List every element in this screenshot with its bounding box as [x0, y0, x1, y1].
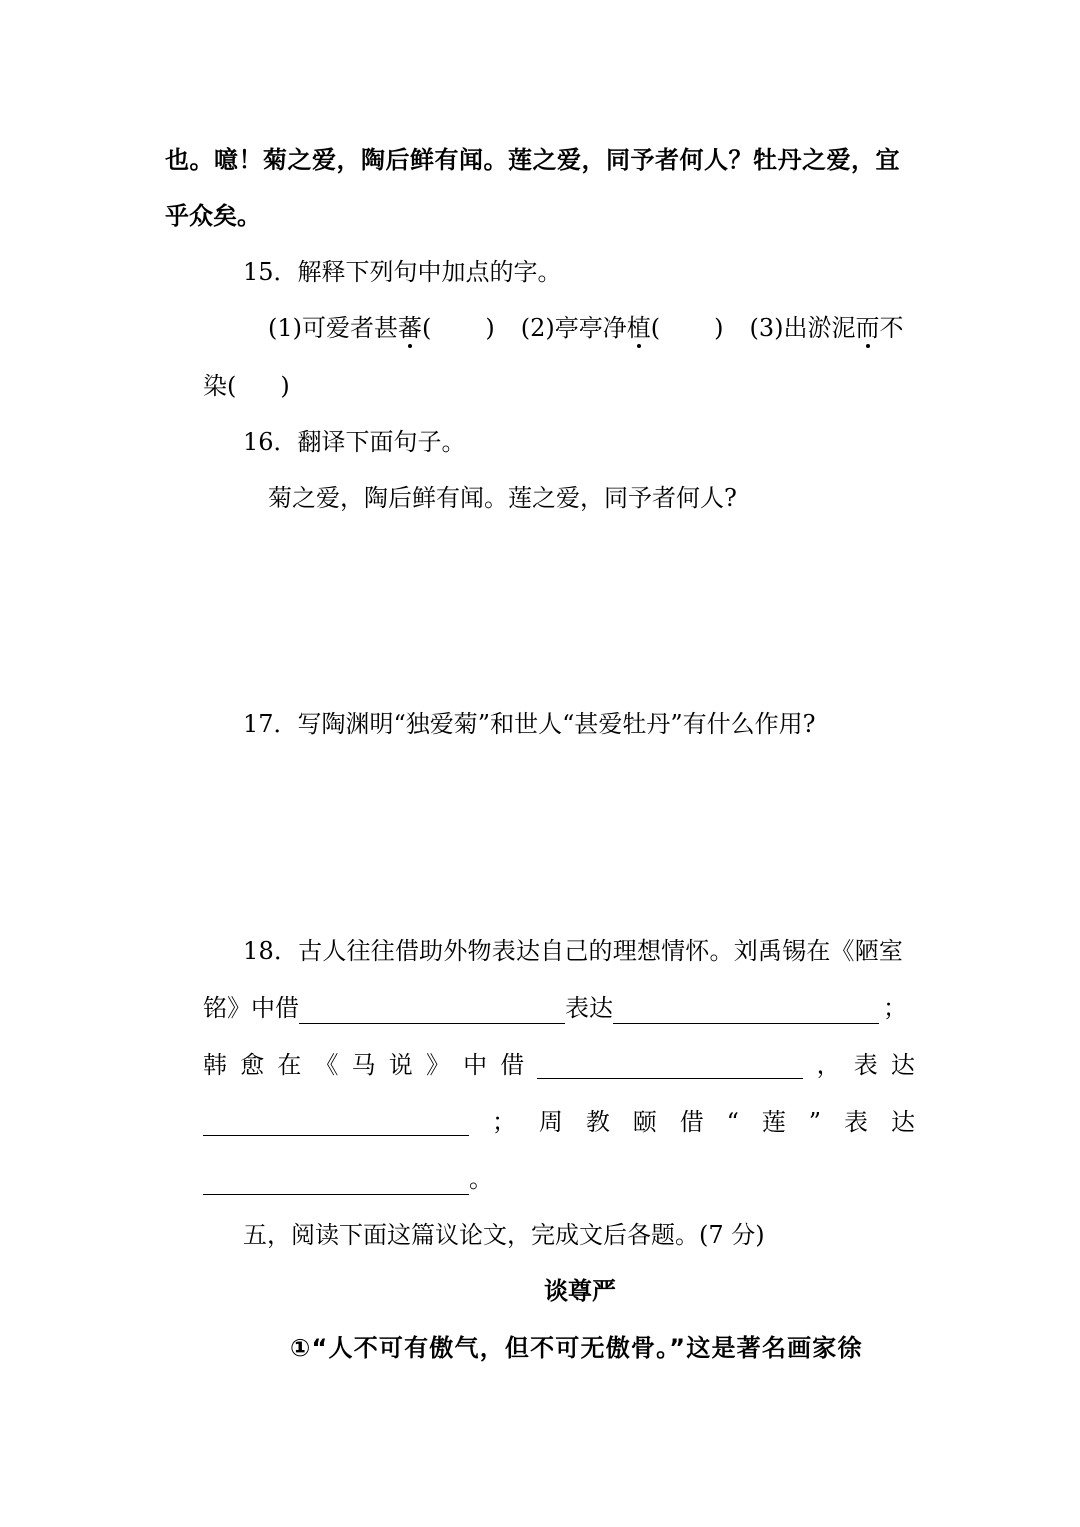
q17-stem-text: 17．写陶渊明“独爱菊”和世人“甚爱牡丹”有什么作用?: [243, 710, 816, 738]
q15-item1-prefix: (1)可爱者甚: [268, 314, 398, 342]
q15-item2-dotted-char: 植: [626, 314, 651, 342]
passage-line-1: [165, 144, 915, 176]
q15-item3-suffix: 不: [879, 314, 904, 342]
q18-l3-comma: ，: [816, 1051, 841, 1079]
q16-sentence-text: 菊之爱，陶后鲜有闻。莲之爱，同予者何人?: [268, 484, 737, 512]
q18-line5-end: 。: [469, 1165, 493, 1193]
question-15-items: [268, 312, 904, 344]
q18-blank-2[interactable]: [613, 997, 879, 1024]
q16-answer-area[interactable]: [203, 530, 915, 690]
essay-paragraph-1: [290, 1332, 915, 1364]
q18-blank-3[interactable]: [537, 1052, 803, 1079]
q15-item2-paren-open: (: [650, 314, 661, 342]
q18-blank-1[interactable]: [299, 997, 565, 1024]
q18-line2-b: 表达: [565, 994, 613, 1022]
question-18-line-1: [243, 935, 915, 967]
essay-title: [0, 1275, 1080, 1307]
q18-l4-c7: ”: [808, 1108, 822, 1136]
question-16-stem: [243, 426, 466, 458]
passage-text-2: 乎众矣。: [165, 202, 261, 230]
q18-l3-t1: 达: [890, 1051, 915, 1079]
q16-stem-text: 16．翻译下面句子。: [243, 428, 466, 456]
q18-l4-c0: ；: [491, 1108, 516, 1136]
q18-blank-5[interactable]: [203, 1168, 469, 1195]
q15-item1-paren-close: ): [485, 314, 495, 342]
question-18-line-4: [203, 1106, 915, 1138]
q18-l3-c0: 韩: [203, 1051, 227, 1079]
q18-l3-c3: 《: [314, 1051, 339, 1079]
q15-item3-prefix: (3)出淤泥: [749, 314, 856, 342]
q18-l3-c4: 马: [351, 1051, 376, 1079]
q18-l3-c6: 》: [425, 1051, 450, 1079]
q18-l4-c9: 达: [890, 1108, 915, 1136]
question-16-sentence: [268, 482, 737, 514]
q18-l3-c1: 愈: [240, 1051, 265, 1079]
question-15-stem: [243, 256, 562, 288]
q18-l4-c5: “: [726, 1108, 739, 1136]
q18-line2-a: 铭》中借: [203, 994, 299, 1022]
q15-item1-paren-open: (: [422, 314, 432, 342]
question-17-stem: [243, 708, 815, 740]
q18-line1-text: 18．古人往往借助外物表达自己的理想情怀。刘禹锡在《陋室: [243, 937, 904, 965]
q15-item3-dotted-char: 而: [855, 314, 880, 342]
q18-l3-c7: 中: [463, 1051, 488, 1079]
question-15-continuation: [203, 370, 290, 402]
q18-l3-c2: 在: [277, 1051, 302, 1079]
q18-l4-c2: 教: [585, 1108, 610, 1136]
q15-item3-close: ): [280, 372, 290, 400]
q15-item2-prefix: (2)亭亭净: [520, 314, 627, 342]
q15-item3-cont: 染(: [203, 372, 237, 400]
q15-item1-dotted-char: 蕃: [398, 314, 422, 342]
section-5-heading-text: 五，阅读下面这篇议论文，完成文后各题。(7 分): [243, 1221, 765, 1249]
essay-para1-text: ①“人不可有傲气，但不可无傲骨。”这是著名画家徐: [290, 1334, 863, 1362]
section-5-heading: [243, 1219, 765, 1251]
question-18-line-2: [203, 992, 907, 1024]
q18-l4-c8: 表: [844, 1108, 868, 1136]
q17-answer-area[interactable]: [203, 758, 915, 918]
q18-l3-c8: 借: [500, 1051, 525, 1079]
q15-item2-paren-close: ): [714, 314, 724, 342]
q18-l3-c5: 说: [388, 1051, 413, 1079]
q18-l4-c4: 借: [679, 1108, 704, 1136]
q18-l3-t0: 表: [853, 1051, 878, 1079]
passage-line-2: [165, 200, 261, 232]
q18-l4-c6: 莲: [761, 1108, 786, 1136]
q18-l4-c3: 颐: [632, 1108, 657, 1136]
q18-l4-c1: 周: [538, 1108, 563, 1136]
q18-line2-c: ；: [883, 994, 907, 1022]
question-18-line-3: [203, 1049, 915, 1081]
question-18-line-5: [203, 1163, 493, 1195]
q18-blank-4[interactable]: [203, 1109, 469, 1136]
passage-text-1: 也。噫！菊之爱，陶后鲜有闻。莲之爱，同予者何人？牡丹之爱，宜: [165, 146, 900, 174]
essay-title-text: 谈尊严: [544, 1277, 616, 1305]
q15-stem-text: 15．解释下列句中加点的字。: [243, 258, 562, 286]
